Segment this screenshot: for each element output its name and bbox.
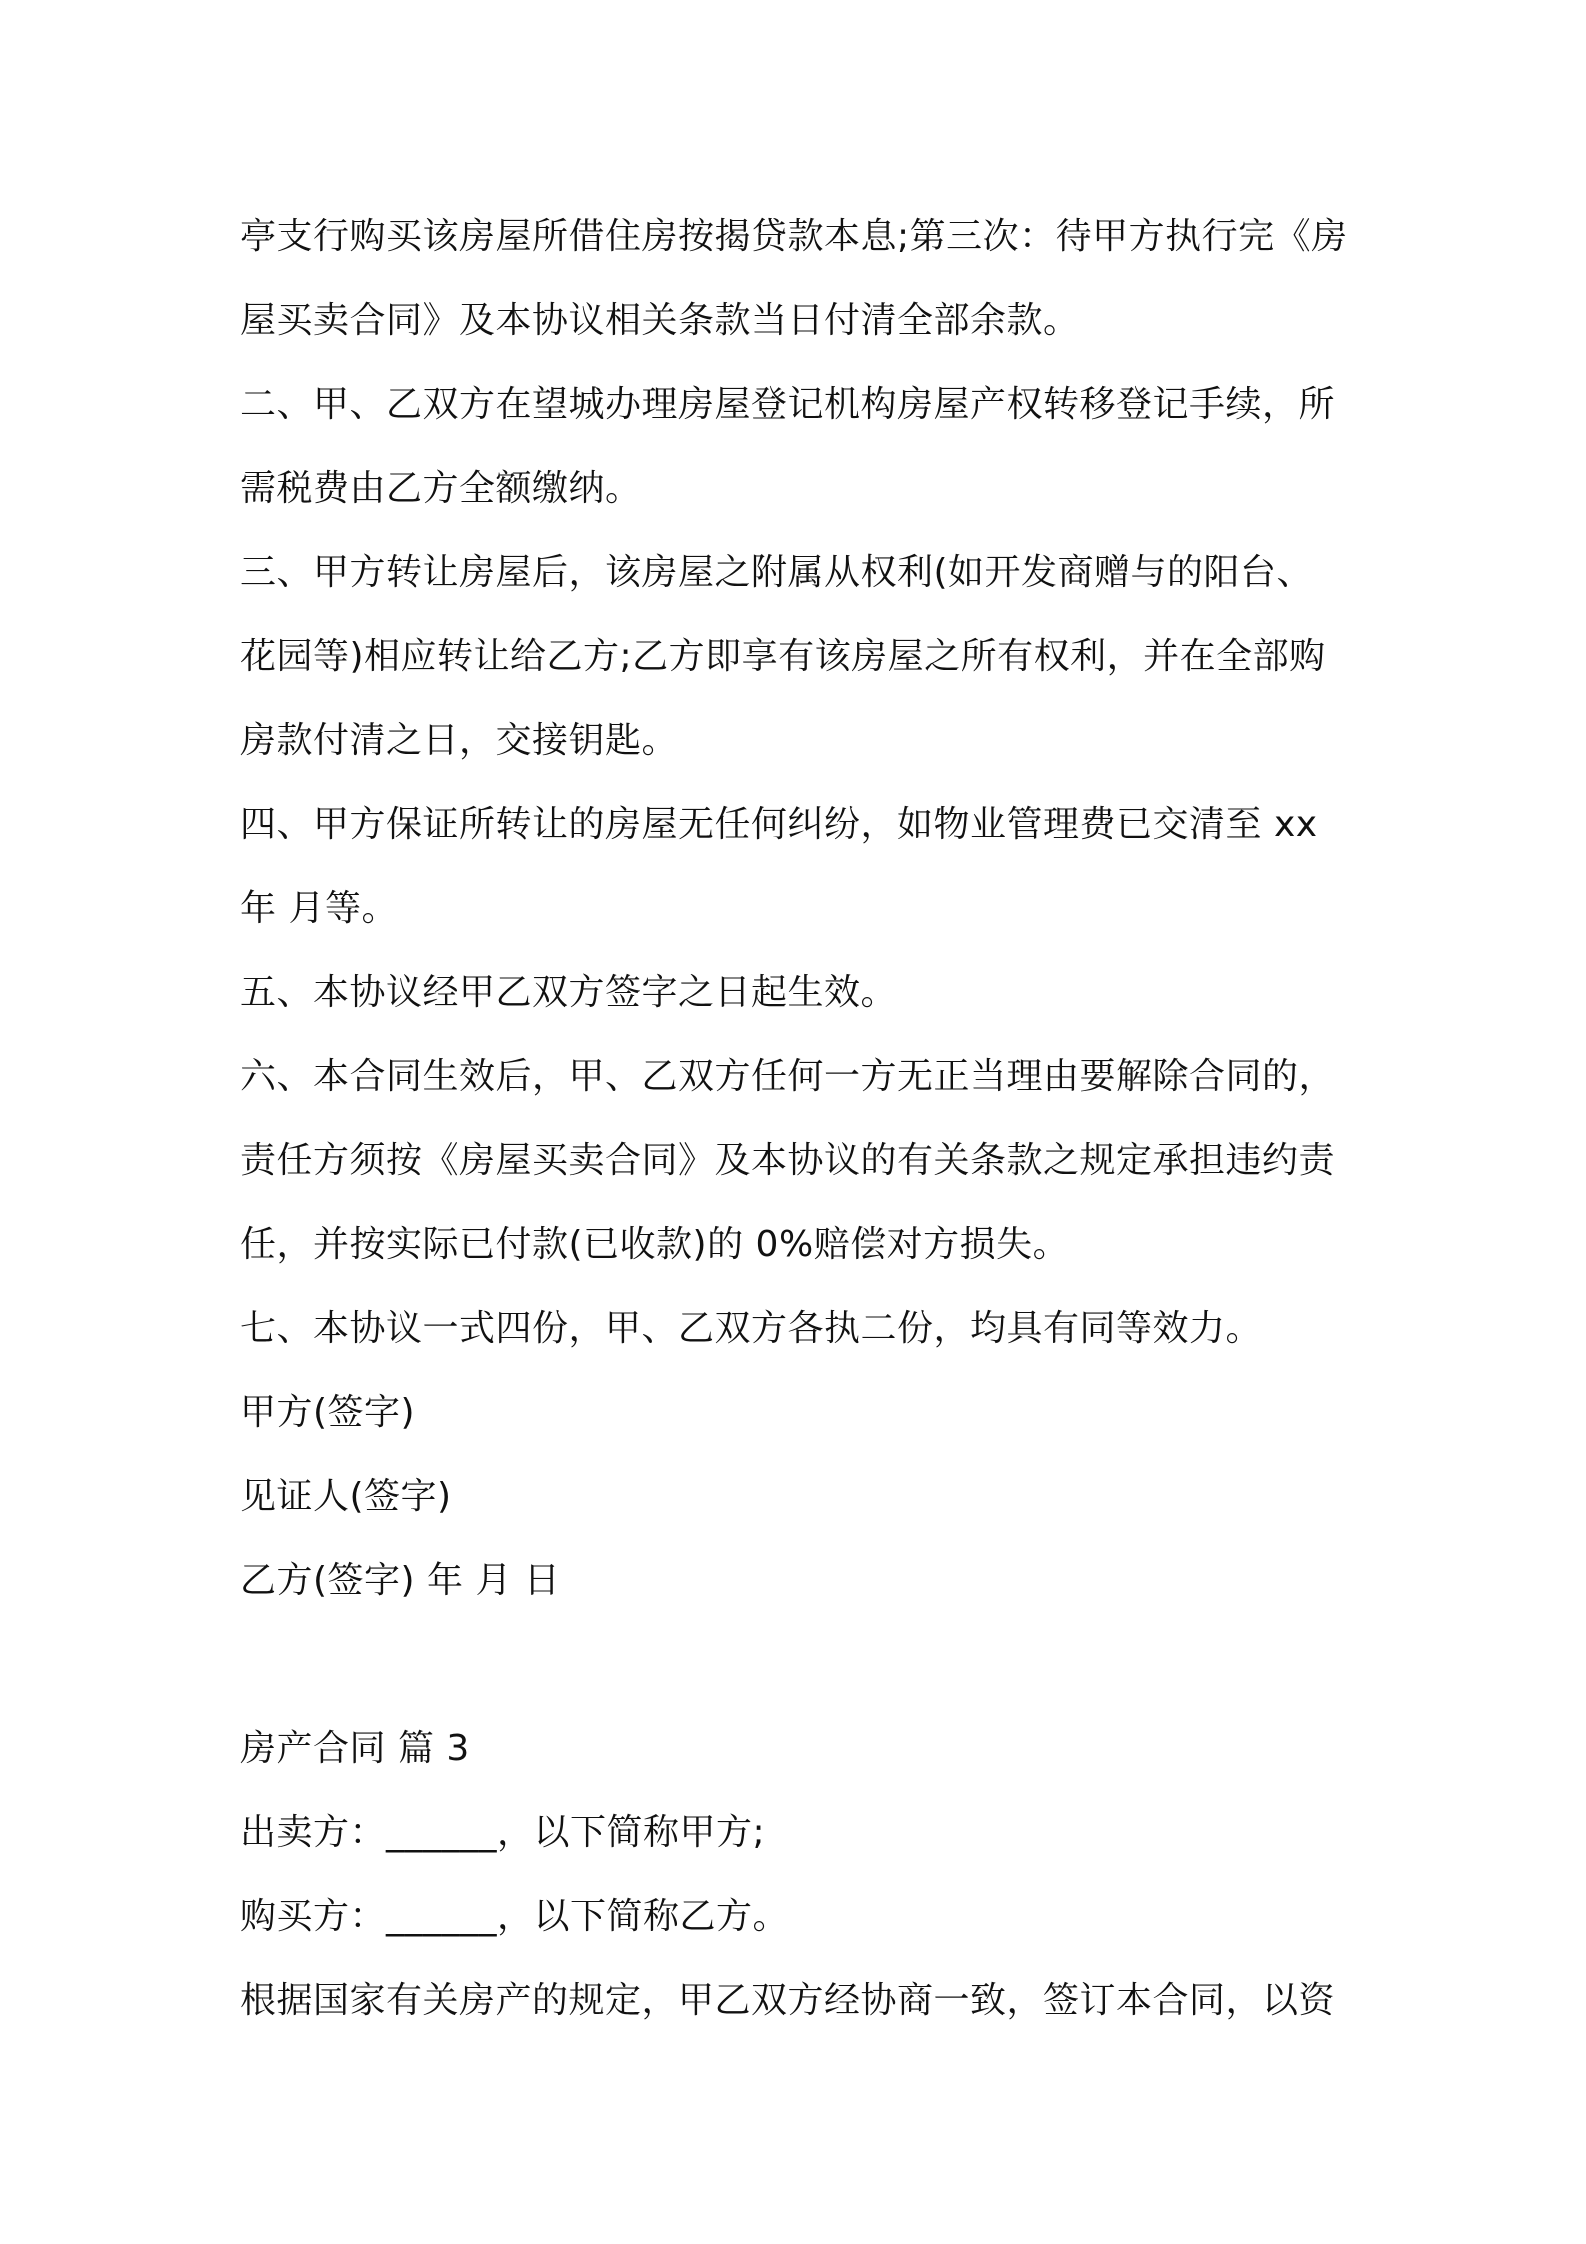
buyer-line: 购买方：______，以下简称乙方。 [240,1896,790,1937]
text-line: 责任方须按《房屋买卖合同》及本协议的有关条款之规定承担违约责 [240,1140,1336,1181]
section-title: 房产合同 篇 3 [240,1728,470,1769]
text-line: 花园等)相应转让给乙方;乙方即享有该房屋之所有权利，并在全部购 [240,636,1326,677]
signature-party-a: 甲方(签字) [240,1392,416,1433]
text-line: 屋买卖合同》及本协议相关条款当日付清全部余款。 [240,300,1080,341]
text-line: 三、甲方转让房屋后，该房屋之附属从权利(如开发商赠与的阳台、 [240,552,1314,593]
section-spacer [240,1623,1360,1707]
text-line: 六、本合同生效后，甲、乙双方任何一方无正当理由要解除合同的， [240,1056,1336,1097]
signature-party-b-date: 乙方(签字) 年 月 日 [240,1560,561,1601]
document-body [240,195,1360,2043]
text-line: 二、甲、乙双方在望城办理房屋登记机构房屋产权转移登记手续，所 [240,384,1336,425]
text-line: 七、本协议一式四份，甲、乙双方各执二份，均具有同等效力。 [240,1308,1263,1349]
text-line: 需税费由乙方全额缴纳。 [240,468,642,509]
text-line: 亭支行购买该房屋所借住房按揭贷款本息;第三次：待甲方执行完《房 [240,216,1348,257]
signature-witness: 见证人(签字) [240,1476,452,1517]
text-line: 年 月等。 [240,888,398,929]
seller-line: 出卖方：______，以下简称甲方; [240,1812,766,1853]
text-line: 四、甲方保证所转让的房屋无任何纠纷，如物业管理费已交清至 xx [240,804,1318,845]
text-line: 五、本协议经甲乙双方签字之日起生效。 [240,972,898,1013]
text-line: 任，并按实际已付款(已收款)的 0%赔偿对方损失。 [240,1224,1070,1265]
text-line: 根据国家有关房产的规定，甲乙双方经协商一致，签订本合同，以资 [240,1980,1336,2021]
text-line: 房款付清之日，交接钥匙。 [240,720,679,761]
